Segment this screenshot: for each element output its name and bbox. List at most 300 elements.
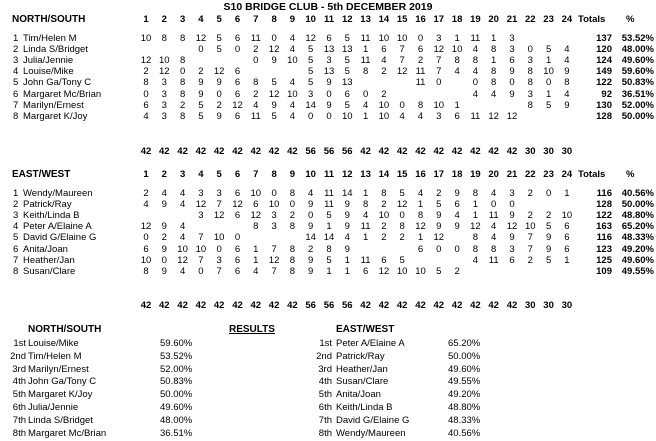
- pair-percent: 49.55%: [621, 265, 654, 277]
- score-cell: 3: [509, 44, 515, 56]
- pair-number: 4: [13, 221, 19, 233]
- score-cell: 10: [213, 232, 225, 244]
- board-number: 4: [198, 14, 204, 25]
- board-number: 15: [396, 169, 408, 180]
- score-cell: 4: [454, 210, 460, 222]
- result-pair: Louise/Mike: [28, 338, 79, 349]
- score-cell: 11: [360, 221, 371, 233]
- score-cell: 10: [525, 221, 536, 233]
- pair-name: David G/Elaine G: [23, 232, 97, 244]
- score-cell: 3: [198, 188, 204, 199]
- pair-number: 5: [13, 232, 19, 244]
- pair-total: 124: [596, 55, 612, 67]
- score-cell: 9: [198, 77, 204, 89]
- score-cell: 10: [159, 55, 170, 67]
- score-cell: 6: [234, 33, 241, 44]
- pair-name: John Ga/Tony C: [23, 77, 92, 89]
- score-cell: 11: [415, 77, 426, 89]
- score-cell: 8: [472, 232, 479, 244]
- score-cell: 8: [143, 77, 149, 89]
- column-total: 42: [287, 300, 298, 311]
- score-cell: 10: [378, 33, 390, 44]
- board-number: 1: [143, 169, 149, 180]
- score-cell: 7: [216, 199, 222, 211]
- score-cell: 4: [289, 33, 296, 44]
- column-total: 42: [250, 146, 262, 157]
- score-cell: 8: [179, 110, 186, 122]
- score-cell: 5: [344, 55, 350, 67]
- score-cell: 7: [198, 254, 204, 266]
- pair-number: 6: [13, 88, 19, 100]
- score-cell: 9: [326, 99, 332, 111]
- pair-percent: 48.33%: [621, 232, 654, 244]
- column-total: 42: [232, 146, 243, 157]
- score-cell: 4: [472, 88, 479, 100]
- result-pair: Marilyn/Ernest: [28, 363, 89, 375]
- score-cell: 7: [436, 55, 442, 67]
- pair-total: 137: [596, 33, 612, 44]
- score-cell: 10: [140, 254, 152, 266]
- score-cell: 0: [143, 88, 149, 100]
- score-cell: 13: [342, 44, 353, 56]
- result-place: 5th: [318, 389, 332, 401]
- score-cell: 4: [253, 265, 259, 277]
- column-total: 30: [561, 146, 573, 157]
- score-cell: 0: [509, 77, 515, 89]
- score-cell: 6: [234, 88, 241, 100]
- score-cell: 5: [545, 254, 552, 266]
- result-percent: 49.60%: [160, 402, 193, 413]
- score-cell: 1: [491, 33, 497, 44]
- board-number: 11: [323, 14, 335, 25]
- score-cell: 8: [472, 243, 479, 255]
- result-percent: 53.52%: [160, 350, 193, 362]
- score-cell: 8: [289, 265, 296, 277]
- column-total: 42: [451, 146, 463, 157]
- score-cell: 9: [216, 110, 222, 122]
- score-cell: 0: [143, 232, 149, 244]
- score-cell: 4: [179, 188, 186, 199]
- score-cell: 5: [344, 66, 350, 78]
- score-cell: 3: [161, 99, 167, 111]
- score-cell: 0: [289, 199, 296, 211]
- column-total: 42: [140, 300, 152, 311]
- score-cell: 7: [399, 55, 405, 67]
- score-cell: 10: [287, 88, 298, 100]
- score-cell: 2: [381, 199, 387, 211]
- score-cell: 9: [436, 221, 442, 233]
- score-cell: 1: [326, 221, 332, 233]
- pair-name: Louise/Mike: [23, 66, 74, 78]
- pair-name: Wendy/Maureen: [23, 188, 93, 199]
- score-cell: 4: [143, 110, 149, 122]
- column-total: 42: [159, 146, 170, 157]
- score-cell: 1: [417, 199, 424, 211]
- score-cell: 5: [308, 66, 314, 78]
- result-percent: 48.80%: [448, 402, 481, 413]
- score-cell: 2: [454, 265, 460, 277]
- result-place: 8th: [12, 427, 26, 439]
- score-cell: 4: [289, 77, 296, 89]
- board-number: 19: [470, 169, 481, 180]
- column-total: 30: [561, 300, 573, 311]
- score-cell: 2: [253, 44, 259, 56]
- score-cell: 9: [436, 210, 442, 222]
- score-cell: 0: [399, 210, 405, 222]
- score-cell: 0: [253, 55, 259, 67]
- column-total: 42: [268, 146, 280, 157]
- score-cell: 0: [436, 77, 442, 89]
- board-number: 18: [451, 169, 463, 180]
- score-cell: 6: [417, 243, 424, 255]
- column-total: 30: [525, 146, 536, 157]
- column-total: 30: [543, 146, 554, 157]
- score-cell: 8: [381, 188, 387, 199]
- score-cell: 10: [342, 110, 353, 122]
- score-cell: 7: [436, 66, 442, 78]
- score-cell: 7: [198, 232, 204, 244]
- score-cell: 1: [362, 44, 369, 56]
- result-place: 7th: [12, 414, 26, 426]
- result-place: 4th: [12, 376, 26, 388]
- score-cell: 9: [545, 232, 552, 244]
- score-cell: 2: [381, 88, 387, 100]
- score-cell: 13: [342, 77, 353, 89]
- score-cell: 1: [472, 199, 479, 211]
- score-cell: 4: [362, 99, 369, 111]
- score-cell: 0: [271, 33, 277, 44]
- board-number: 20: [488, 14, 499, 25]
- score-cell: 11: [470, 110, 481, 122]
- score-cell: 1: [253, 254, 259, 266]
- pair-number: 4: [13, 66, 19, 78]
- score-cell: 12: [232, 199, 243, 211]
- board-number: 6: [234, 14, 241, 25]
- score-cell: 8: [326, 243, 332, 255]
- score-cell: 2: [417, 55, 424, 67]
- board-number: 16: [415, 14, 426, 25]
- score-cell: 14: [305, 99, 316, 111]
- result-percent: 50.00%: [160, 389, 193, 401]
- board-number: 21: [506, 14, 518, 25]
- result-place: 6th: [12, 402, 26, 413]
- score-cell: 3: [198, 210, 204, 222]
- score-cell: 9: [344, 221, 350, 233]
- score-cell: 11: [324, 199, 334, 211]
- score-cell: 1: [545, 55, 552, 67]
- column-total: 56: [305, 146, 316, 157]
- score-cell: 1: [417, 232, 424, 244]
- score-cell: 10: [561, 210, 573, 222]
- result-pair: John Ga/Tony C: [28, 376, 97, 388]
- score-cell: 4: [472, 254, 479, 266]
- result-pair: Julia/Jennie: [28, 402, 79, 413]
- board-number: 9: [289, 14, 296, 25]
- result-percent: 50.00%: [448, 350, 481, 362]
- result-percent: 36.51%: [160, 427, 193, 439]
- pair-percent: 52.00%: [621, 99, 654, 111]
- score-cell: 4: [454, 66, 460, 78]
- score-cell: 12: [396, 199, 408, 211]
- score-cell: 0: [362, 88, 369, 100]
- score-cell: 10: [250, 188, 262, 199]
- score-cell: 6: [234, 110, 241, 122]
- board-number: 22: [525, 14, 536, 25]
- score-cell: 11: [250, 33, 261, 44]
- board-number: 14: [378, 169, 390, 180]
- score-cell: 0: [326, 88, 332, 100]
- board-number: 4: [198, 169, 204, 180]
- result-percent: 65.20%: [448, 338, 481, 349]
- result-place: 8th: [318, 427, 332, 439]
- score-cell: 10: [396, 265, 408, 277]
- score-cell: 8: [564, 77, 570, 89]
- score-cell: 3: [509, 188, 515, 199]
- score-cell: 10: [415, 265, 426, 277]
- score-cell: 4: [564, 88, 570, 100]
- pair-name: Marilyn/Ernest: [23, 99, 84, 111]
- result-place: 3rd: [318, 363, 332, 375]
- score-cell: 9: [198, 88, 204, 100]
- results-ew-heading: EAST/WEST: [336, 324, 395, 335]
- board-number: 18: [451, 14, 463, 25]
- result-percent: 49.20%: [448, 389, 481, 401]
- score-cell: 8: [253, 221, 259, 233]
- score-cell: 8: [527, 66, 533, 78]
- column-total: 56: [305, 300, 316, 311]
- score-cell: 8: [289, 188, 296, 199]
- score-cell: 4: [417, 110, 424, 122]
- score-cell: 9: [509, 88, 515, 100]
- score-cell: 9: [271, 55, 277, 67]
- score-cell: 8: [161, 33, 167, 44]
- board-number: 5: [216, 169, 222, 180]
- score-cell: 7: [271, 265, 277, 277]
- score-cell: 11: [324, 188, 334, 199]
- result-pair: Wendy/Maureen: [336, 427, 406, 439]
- results-ns-heading: NORTH/SOUTH: [28, 324, 102, 335]
- board-number: 7: [253, 169, 259, 180]
- score-cell: 0: [198, 265, 204, 277]
- pair-total: 125: [596, 254, 612, 266]
- score-cell: 8: [362, 66, 369, 78]
- pair-percent: 50.00%: [621, 199, 654, 211]
- score-cell: 5: [308, 55, 314, 67]
- score-cell: 4: [344, 232, 350, 244]
- score-cell: 6: [564, 232, 570, 244]
- score-cell: 6: [234, 188, 241, 199]
- score-cell: 10: [451, 44, 463, 56]
- pair-number: 1: [13, 33, 19, 44]
- score-cell: 7: [216, 265, 222, 277]
- pair-total: 92: [601, 88, 612, 100]
- score-cell: 0: [472, 77, 479, 89]
- score-cell: 5: [399, 254, 405, 266]
- column-total: 42: [195, 146, 207, 157]
- board-number: 23: [543, 14, 554, 25]
- score-cell: 4: [308, 188, 314, 199]
- score-cell: 12: [396, 66, 408, 78]
- board-number: 7: [253, 14, 259, 25]
- score-cell: 1: [545, 88, 552, 100]
- score-cell: 1: [564, 188, 570, 199]
- score-cell: 9: [161, 199, 167, 211]
- pair-percent: 59.60%: [621, 66, 654, 78]
- board-number: 5: [216, 14, 222, 25]
- score-cell: 12: [378, 265, 390, 277]
- score-cell: 4: [253, 99, 259, 111]
- board-number: 17: [433, 14, 445, 25]
- score-cell: 9: [509, 232, 515, 244]
- score-cell: 8: [289, 243, 296, 255]
- score-cell: 0: [216, 243, 222, 255]
- score-cell: 3: [216, 188, 222, 199]
- score-cell: 9: [454, 221, 460, 233]
- score-cell: 0: [179, 66, 186, 78]
- column-total: 42: [287, 146, 298, 157]
- score-cell: 3: [436, 110, 442, 122]
- column-total: 42: [213, 146, 225, 157]
- score-cell: 11: [360, 254, 371, 266]
- score-cell: 3: [509, 243, 515, 255]
- score-cell: 0: [545, 77, 552, 89]
- score-cell: 3: [271, 210, 277, 222]
- column-total: 42: [159, 300, 170, 311]
- board-number: 17: [433, 169, 445, 180]
- score-cell: 8: [179, 55, 186, 67]
- result-place: 2nd: [316, 350, 332, 362]
- pair-name: Julia/Jennie: [23, 55, 74, 67]
- score-cell: 2: [545, 210, 552, 222]
- score-cell: 4: [289, 99, 296, 111]
- score-cell: 5: [326, 210, 332, 222]
- score-cell: 8: [289, 221, 296, 233]
- result-pair: Linda S/Bridget: [28, 414, 93, 426]
- column-total: 42: [433, 300, 445, 311]
- score-cell: 9: [308, 254, 314, 266]
- pair-percent: 50.00%: [621, 110, 654, 122]
- board-number: 12: [342, 14, 353, 25]
- score-cell: 5: [344, 33, 350, 44]
- score-cell: 3: [161, 110, 167, 122]
- score-cell: 12: [268, 44, 280, 56]
- score-cell: 6: [234, 77, 241, 89]
- score-cell: 12: [213, 66, 225, 78]
- score-cell: 4: [472, 44, 479, 56]
- score-cell: 13: [323, 44, 335, 56]
- result-pair: Anita/Joan: [336, 389, 381, 401]
- score-cell: 4: [289, 44, 296, 56]
- result-pair: Margaret K/Joy: [28, 389, 93, 401]
- score-cell: 6: [253, 199, 259, 211]
- pair-number: 8: [13, 265, 19, 277]
- score-cell: 8: [472, 188, 479, 199]
- score-cell: 9: [454, 188, 460, 199]
- score-cell: 12: [140, 221, 152, 233]
- score-cell: 2: [308, 243, 314, 255]
- score-cell: 0: [454, 243, 460, 255]
- percent-header: %: [626, 169, 635, 180]
- score-cell: 0: [271, 188, 277, 199]
- score-cell: 1: [362, 232, 369, 244]
- pair-number: 1: [13, 188, 19, 199]
- score-cell: 0: [491, 199, 497, 211]
- score-cell: 5: [198, 99, 204, 111]
- score-cell: 1: [454, 33, 460, 44]
- result-percent: 52.00%: [160, 363, 193, 375]
- score-cell: 2: [527, 254, 533, 266]
- score-cell: 14: [305, 232, 316, 244]
- score-cell: 12: [195, 33, 207, 44]
- score-cell: 2: [527, 210, 533, 222]
- column-total: 42: [360, 300, 371, 311]
- pair-name: Tim/Helen M: [23, 33, 77, 44]
- score-cell: 12: [506, 221, 518, 233]
- board-number: 13: [360, 169, 371, 180]
- pair-percent: 40.56%: [621, 188, 654, 199]
- score-cell: 12: [305, 33, 316, 44]
- result-place: 4th: [318, 376, 332, 388]
- pair-name: Heather/Jan: [23, 254, 75, 266]
- column-total: 42: [415, 300, 426, 311]
- score-cell: 2: [198, 66, 204, 78]
- result-pair: Patrick/Ray: [336, 350, 385, 362]
- score-cell: 12: [268, 254, 280, 266]
- score-cell: 5: [399, 188, 405, 199]
- score-cell: 9: [564, 99, 570, 111]
- score-cell: 5: [216, 33, 222, 44]
- score-cell: 8: [417, 210, 424, 222]
- pair-name: Patrick/Ray: [23, 199, 72, 211]
- column-total: 42: [488, 300, 499, 311]
- pair-number: 8: [13, 110, 19, 122]
- board-number: 1: [143, 14, 149, 25]
- score-cell: 9: [271, 99, 277, 111]
- result-pair: Margaret Mc/Brian: [28, 427, 107, 439]
- score-cell: 3: [436, 33, 442, 44]
- score-cell: 4: [491, 188, 497, 199]
- pair-total: 120: [596, 44, 612, 56]
- score-cell: 4: [362, 210, 369, 222]
- score-cell: 0: [216, 88, 222, 100]
- pair-total: 128: [596, 110, 612, 122]
- score-cell: 12: [415, 221, 426, 233]
- score-cell: 4: [289, 110, 296, 122]
- column-total: 42: [378, 146, 390, 157]
- score-cell: 9: [308, 221, 314, 233]
- pair-total: 149: [596, 66, 612, 78]
- score-cell: 5: [326, 254, 332, 266]
- score-cell: 12: [195, 199, 207, 211]
- column-total: 42: [250, 300, 262, 311]
- score-cell: 5: [545, 99, 552, 111]
- score-cell: 8: [399, 221, 405, 233]
- score-cell: 8: [179, 88, 186, 100]
- score-cell: 5: [271, 77, 277, 89]
- score-cell: 8: [362, 199, 369, 211]
- board-number: 14: [378, 14, 390, 25]
- score-cell: 6: [234, 254, 241, 266]
- score-cell: 8: [253, 77, 259, 89]
- score-cell: 3: [216, 254, 222, 266]
- score-cell: 10: [378, 110, 390, 122]
- board-number: 9: [289, 169, 296, 180]
- score-cell: 0: [509, 199, 515, 211]
- score-cell: 12: [506, 110, 518, 122]
- score-cell: 11: [360, 55, 371, 67]
- score-cell: 0: [161, 254, 167, 266]
- score-cell: 2: [399, 232, 405, 244]
